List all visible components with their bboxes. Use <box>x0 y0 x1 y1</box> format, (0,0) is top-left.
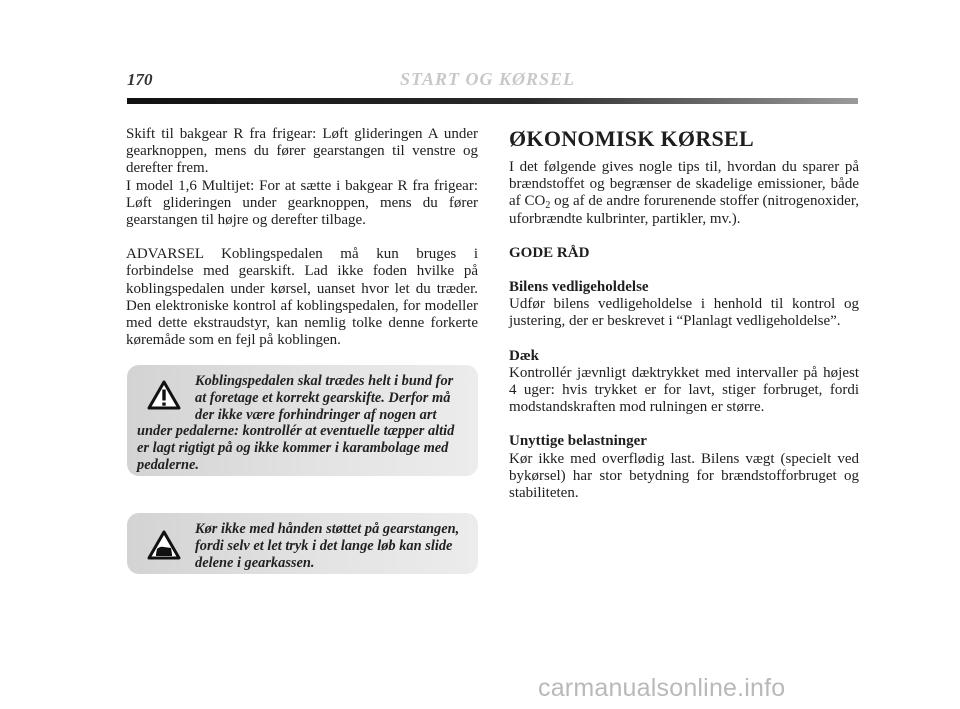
maintenance-heading: Bilens vedligeholdelse <box>509 279 649 296</box>
watermark: carmanualsonline.info <box>538 674 786 702</box>
tyres-heading: Dæk <box>509 347 540 364</box>
economic-driving-title: ØKONOMISK KØRSEL <box>509 126 755 151</box>
warning-text-clutch: Koblingspedalen skal trædes helt i bund for at foretage et korrekt gearskifte. Derfor må der ikke være forhindringer af nogen art under pedalerne: kontrollér at eventuelle tæpper altid er lagt rigtigt på og ikke kommer i karambolage med pedalerne. <box>137 373 455 473</box>
maintenance-paragraph: Udfør bilens vedligeholdelse i henhold til kontrol og justering, der er beskrevet i “Planlagt vedligeholdelse”. <box>509 296 859 330</box>
warning-triangle-icon <box>141 377 187 413</box>
load-paragraph: Kør ikke med overflødig last. Bilens vægt (specielt ved bykørsel) har stor betydning for brændstofforbruget og stabiliteten. <box>509 450 859 502</box>
caution-hand-icon <box>141 527 187 563</box>
left-column <box>126 126 478 349</box>
multijet-paragraph: I model 1,6 Multijet: For at sætte i bakgear R fra frigear: Løft glideringen under gearknoppen, mens du fører gearstangen til højre og derefter tilbage. <box>126 177 478 229</box>
right-column <box>509 126 859 502</box>
intro-paragraph: I det følgende gives nogle tips til, hvordan du sparer på brændstoffet og begrænser de skadelige emissioner, både af $CO_2$ og af de andre forurenende stoffer (nitrogenoxider, uforbrændte kulbrinter, partikler, mv.). <box>509 159 859 227</box>
section-title: START OG KØRSEL <box>400 69 576 89</box>
warning-box-clutch <box>127 365 478 476</box>
clutch-warning-paragraph: ADVARSEL Koblingspedalen må kun bruges i forbindelse med gearskift. Lad ikke foden hvilke på koblingspedalen under kørsel, uanset hvor let du træder. Den elektroniske kontrol af koblingspedalen, for modeller med dette ekstraudstyr, kan nemlig tolke denne forkerte køremåde som en fejl på koblingen. <box>126 246 478 349</box>
good-advice-heading: GODE RÅD <box>509 244 590 261</box>
page-number: 170 <box>127 70 153 89</box>
warning-box-gearstick <box>127 513 478 574</box>
load-heading: Unyttige belastninger <box>509 433 647 450</box>
warning-text-gearstick: Kør ikke med hånden støttet på gearstangen, fordi selv et let tryk i det lange løb kan slide delene i gearkassen. <box>195 521 460 571</box>
reverse-gear-paragraph: Skift til bakgear R fra frigear: Løft glideringen A under gearknoppen, mens du fører gearstangen til venstre og derefter frem. <box>126 126 478 177</box>
tyres-paragraph: Kontrollér jævnligt dæktrykket med intervaller på højest 4 uger: hvis trykket er for lavt, stiger forbruget, fordi modstandskraften mod rulningen er større. <box>509 364 859 416</box>
header-rule <box>127 98 858 104</box>
